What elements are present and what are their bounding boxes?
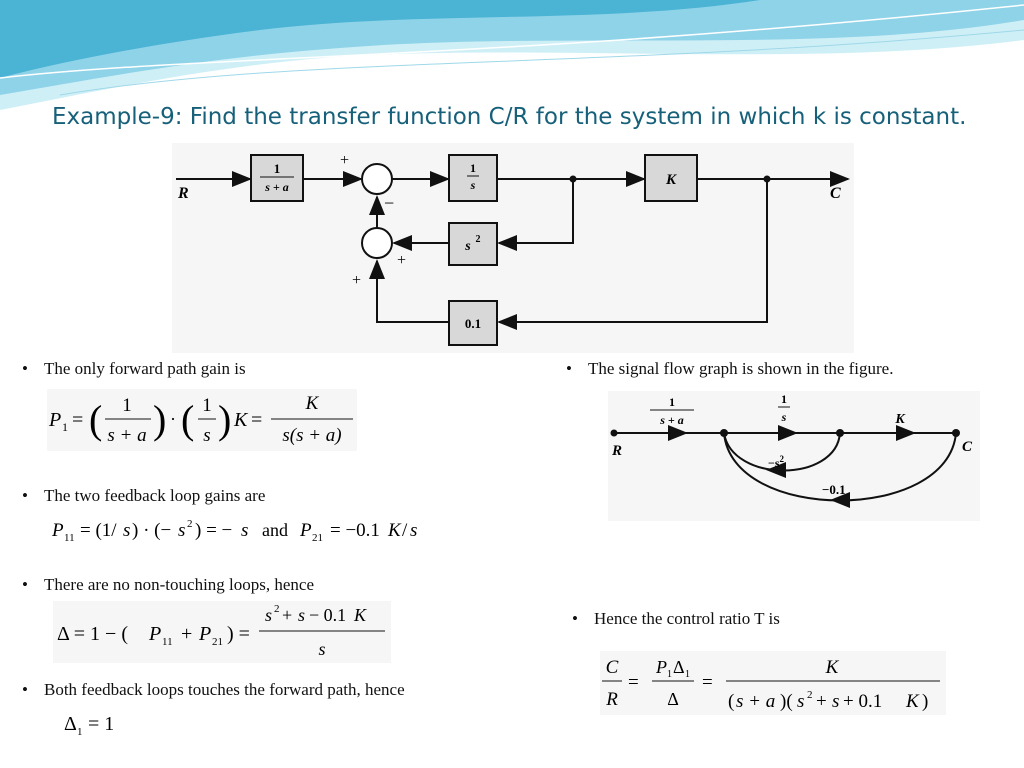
svg-text:= 1: = 1 bbox=[88, 713, 115, 735]
output-label-c: C bbox=[830, 185, 841, 202]
svg-text:(: ( bbox=[181, 397, 195, 442]
svg-text:1: 1 bbox=[77, 726, 83, 738]
sfg-gain3: K bbox=[895, 412, 905, 427]
summing-junction-2 bbox=[362, 228, 392, 258]
sfg-gain1-num: 1 bbox=[669, 395, 675, 409]
svg-text:11: 11 bbox=[162, 636, 173, 648]
sfg-loop1-gain: $-s^2$ bbox=[768, 454, 785, 470]
svg-text:): ) bbox=[218, 397, 232, 442]
svg-text:P: P bbox=[656, 657, 667, 677]
svg-text:(: ( bbox=[89, 397, 103, 442]
bullet-feedback-loops: • The two feedback loop gains are bbox=[22, 486, 266, 505]
svg-text:21: 21 bbox=[212, 636, 223, 648]
bullet-non-touching: • There are no non-touching loops, hence bbox=[22, 575, 315, 594]
svg-text:1: 1 bbox=[202, 395, 212, 416]
svg-text:= (1/: = (1/ bbox=[80, 520, 117, 541]
svg-text:s: s bbox=[298, 605, 306, 625]
svg-text:+ 0.1: + 0.1 bbox=[843, 691, 883, 712]
svg-text:=: = bbox=[628, 672, 639, 693]
sfg-gain2-num: 1 bbox=[781, 392, 787, 406]
signal-flow-graph bbox=[608, 391, 980, 521]
svg-text:=: = bbox=[72, 409, 84, 431]
slide-title: Example-9: Find the transfer function C/R for the system in which k is constant. bbox=[52, 104, 967, 130]
svg-text:K: K bbox=[665, 172, 677, 188]
bullet-forward-path: • The only forward path gain is bbox=[22, 359, 246, 378]
svg-text:P: P bbox=[300, 520, 312, 541]
svg-text:1: 1 bbox=[122, 395, 132, 416]
svg-text:s + a: s + a bbox=[107, 425, 147, 446]
svg-text:/: / bbox=[402, 520, 408, 541]
svg-text:P: P bbox=[49, 409, 62, 431]
svg-text:+: + bbox=[282, 605, 293, 625]
svg-text:K: K bbox=[906, 691, 919, 712]
block-1-over-s-plus-a bbox=[251, 155, 303, 201]
svg-text:1: 1 bbox=[685, 669, 690, 680]
svg-text:s: s bbox=[241, 520, 249, 541]
svg-text:) =: ) = bbox=[227, 623, 250, 645]
sign-plus-right: + bbox=[397, 252, 407, 269]
input-label-r: R bbox=[178, 185, 189, 202]
svg-text:P: P bbox=[199, 623, 212, 645]
svg-text:Δ = 1 − (: Δ = 1 − ( bbox=[57, 623, 128, 645]
svg-text:=: = bbox=[702, 672, 713, 693]
svg-text:K: K bbox=[234, 409, 248, 431]
sign-plus-top: + bbox=[340, 152, 350, 169]
svg-text:+: + bbox=[816, 691, 827, 712]
sign-plus-bottom: + bbox=[352, 272, 362, 289]
svg-text:0.1: 0.1 bbox=[464, 316, 482, 331]
svg-text:Δ: Δ bbox=[673, 657, 685, 677]
svg-text:s: s bbox=[318, 639, 326, 659]
svg-text:) = −: ) = − bbox=[195, 520, 233, 541]
equation-delta bbox=[53, 601, 391, 663]
svg-text:Δ: Δ bbox=[667, 689, 679, 709]
svg-text:P: P bbox=[149, 623, 162, 645]
svg-text:2: 2 bbox=[475, 234, 481, 245]
svg-text:)(: )( bbox=[780, 691, 793, 712]
sign-minus: − bbox=[384, 193, 395, 213]
svg-text:+: + bbox=[181, 623, 193, 645]
equation-forward-path-gain bbox=[47, 389, 357, 451]
bullet-control-ratio: • Hence the control ratio T is bbox=[572, 609, 780, 628]
equation-control-ratio bbox=[600, 651, 946, 715]
svg-text:2: 2 bbox=[187, 518, 193, 530]
sfg-gain2-den: s bbox=[781, 410, 787, 424]
sfg-loop2-gain: −0.1 bbox=[822, 482, 846, 497]
bullet-both-loops: • Both feedback loops touches the forward path, hence bbox=[22, 680, 405, 699]
svg-text:): ) bbox=[153, 397, 167, 442]
svg-text:s: s bbox=[832, 691, 840, 712]
svg-text:P: P bbox=[52, 520, 64, 541]
sfg-node-c: C bbox=[962, 439, 973, 455]
svg-text:K: K bbox=[388, 520, 401, 541]
block-k bbox=[645, 155, 697, 201]
svg-text:1: 1 bbox=[62, 420, 68, 434]
svg-text:s + a: s + a bbox=[736, 691, 776, 712]
sfg-node-r: R bbox=[612, 443, 623, 459]
block-diagram bbox=[172, 143, 854, 353]
svg-text:1: 1 bbox=[667, 669, 672, 680]
svg-text:21: 21 bbox=[312, 532, 323, 544]
svg-text:R: R bbox=[606, 689, 618, 710]
svg-text:s: s bbox=[797, 691, 805, 712]
equation-loop-gains bbox=[50, 513, 464, 545]
svg-text:1: 1 bbox=[273, 161, 281, 176]
bullet-signal-flow: • The signal flow graph is shown in the figure. bbox=[566, 359, 894, 378]
svg-text:2: 2 bbox=[274, 603, 280, 615]
svg-text:s(s + a): s(s + a) bbox=[282, 425, 342, 446]
block-1-over-s bbox=[449, 155, 497, 201]
svg-text:): ) bbox=[922, 691, 929, 712]
sfg-gain1-den: s + a bbox=[660, 413, 684, 427]
svg-text:11: 11 bbox=[64, 532, 75, 544]
svg-text:s: s bbox=[410, 520, 418, 541]
block-0-1 bbox=[449, 301, 497, 345]
svg-text:1: 1 bbox=[470, 161, 476, 175]
equation-delta1 bbox=[62, 709, 132, 739]
svg-text:C: C bbox=[605, 657, 619, 678]
svg-text:(: ( bbox=[728, 691, 735, 712]
svg-text:s: s bbox=[265, 605, 273, 625]
svg-text:) · (−: ) · (− bbox=[132, 520, 172, 541]
svg-text:s: s bbox=[465, 239, 471, 254]
svg-text:=: = bbox=[251, 409, 263, 431]
svg-text:·: · bbox=[170, 409, 176, 429]
svg-text:s: s bbox=[203, 425, 211, 446]
svg-text:s: s bbox=[178, 520, 186, 541]
svg-text:s: s bbox=[123, 520, 131, 541]
svg-text:s + a: s + a bbox=[265, 180, 289, 194]
block-s-squared bbox=[449, 223, 497, 265]
svg-text:K: K bbox=[354, 605, 367, 625]
svg-text:s: s bbox=[470, 178, 476, 192]
svg-text:K: K bbox=[825, 657, 839, 678]
header-wave-decoration bbox=[0, 0, 1024, 110]
svg-text:and: and bbox=[262, 520, 288, 540]
svg-text:K: K bbox=[305, 393, 319, 414]
summing-junction-1 bbox=[362, 164, 392, 194]
svg-text:= −0.1: = −0.1 bbox=[330, 520, 380, 541]
svg-text:Δ: Δ bbox=[64, 713, 77, 735]
svg-text:− 0.1: − 0.1 bbox=[309, 605, 347, 625]
svg-text:2: 2 bbox=[807, 689, 813, 701]
